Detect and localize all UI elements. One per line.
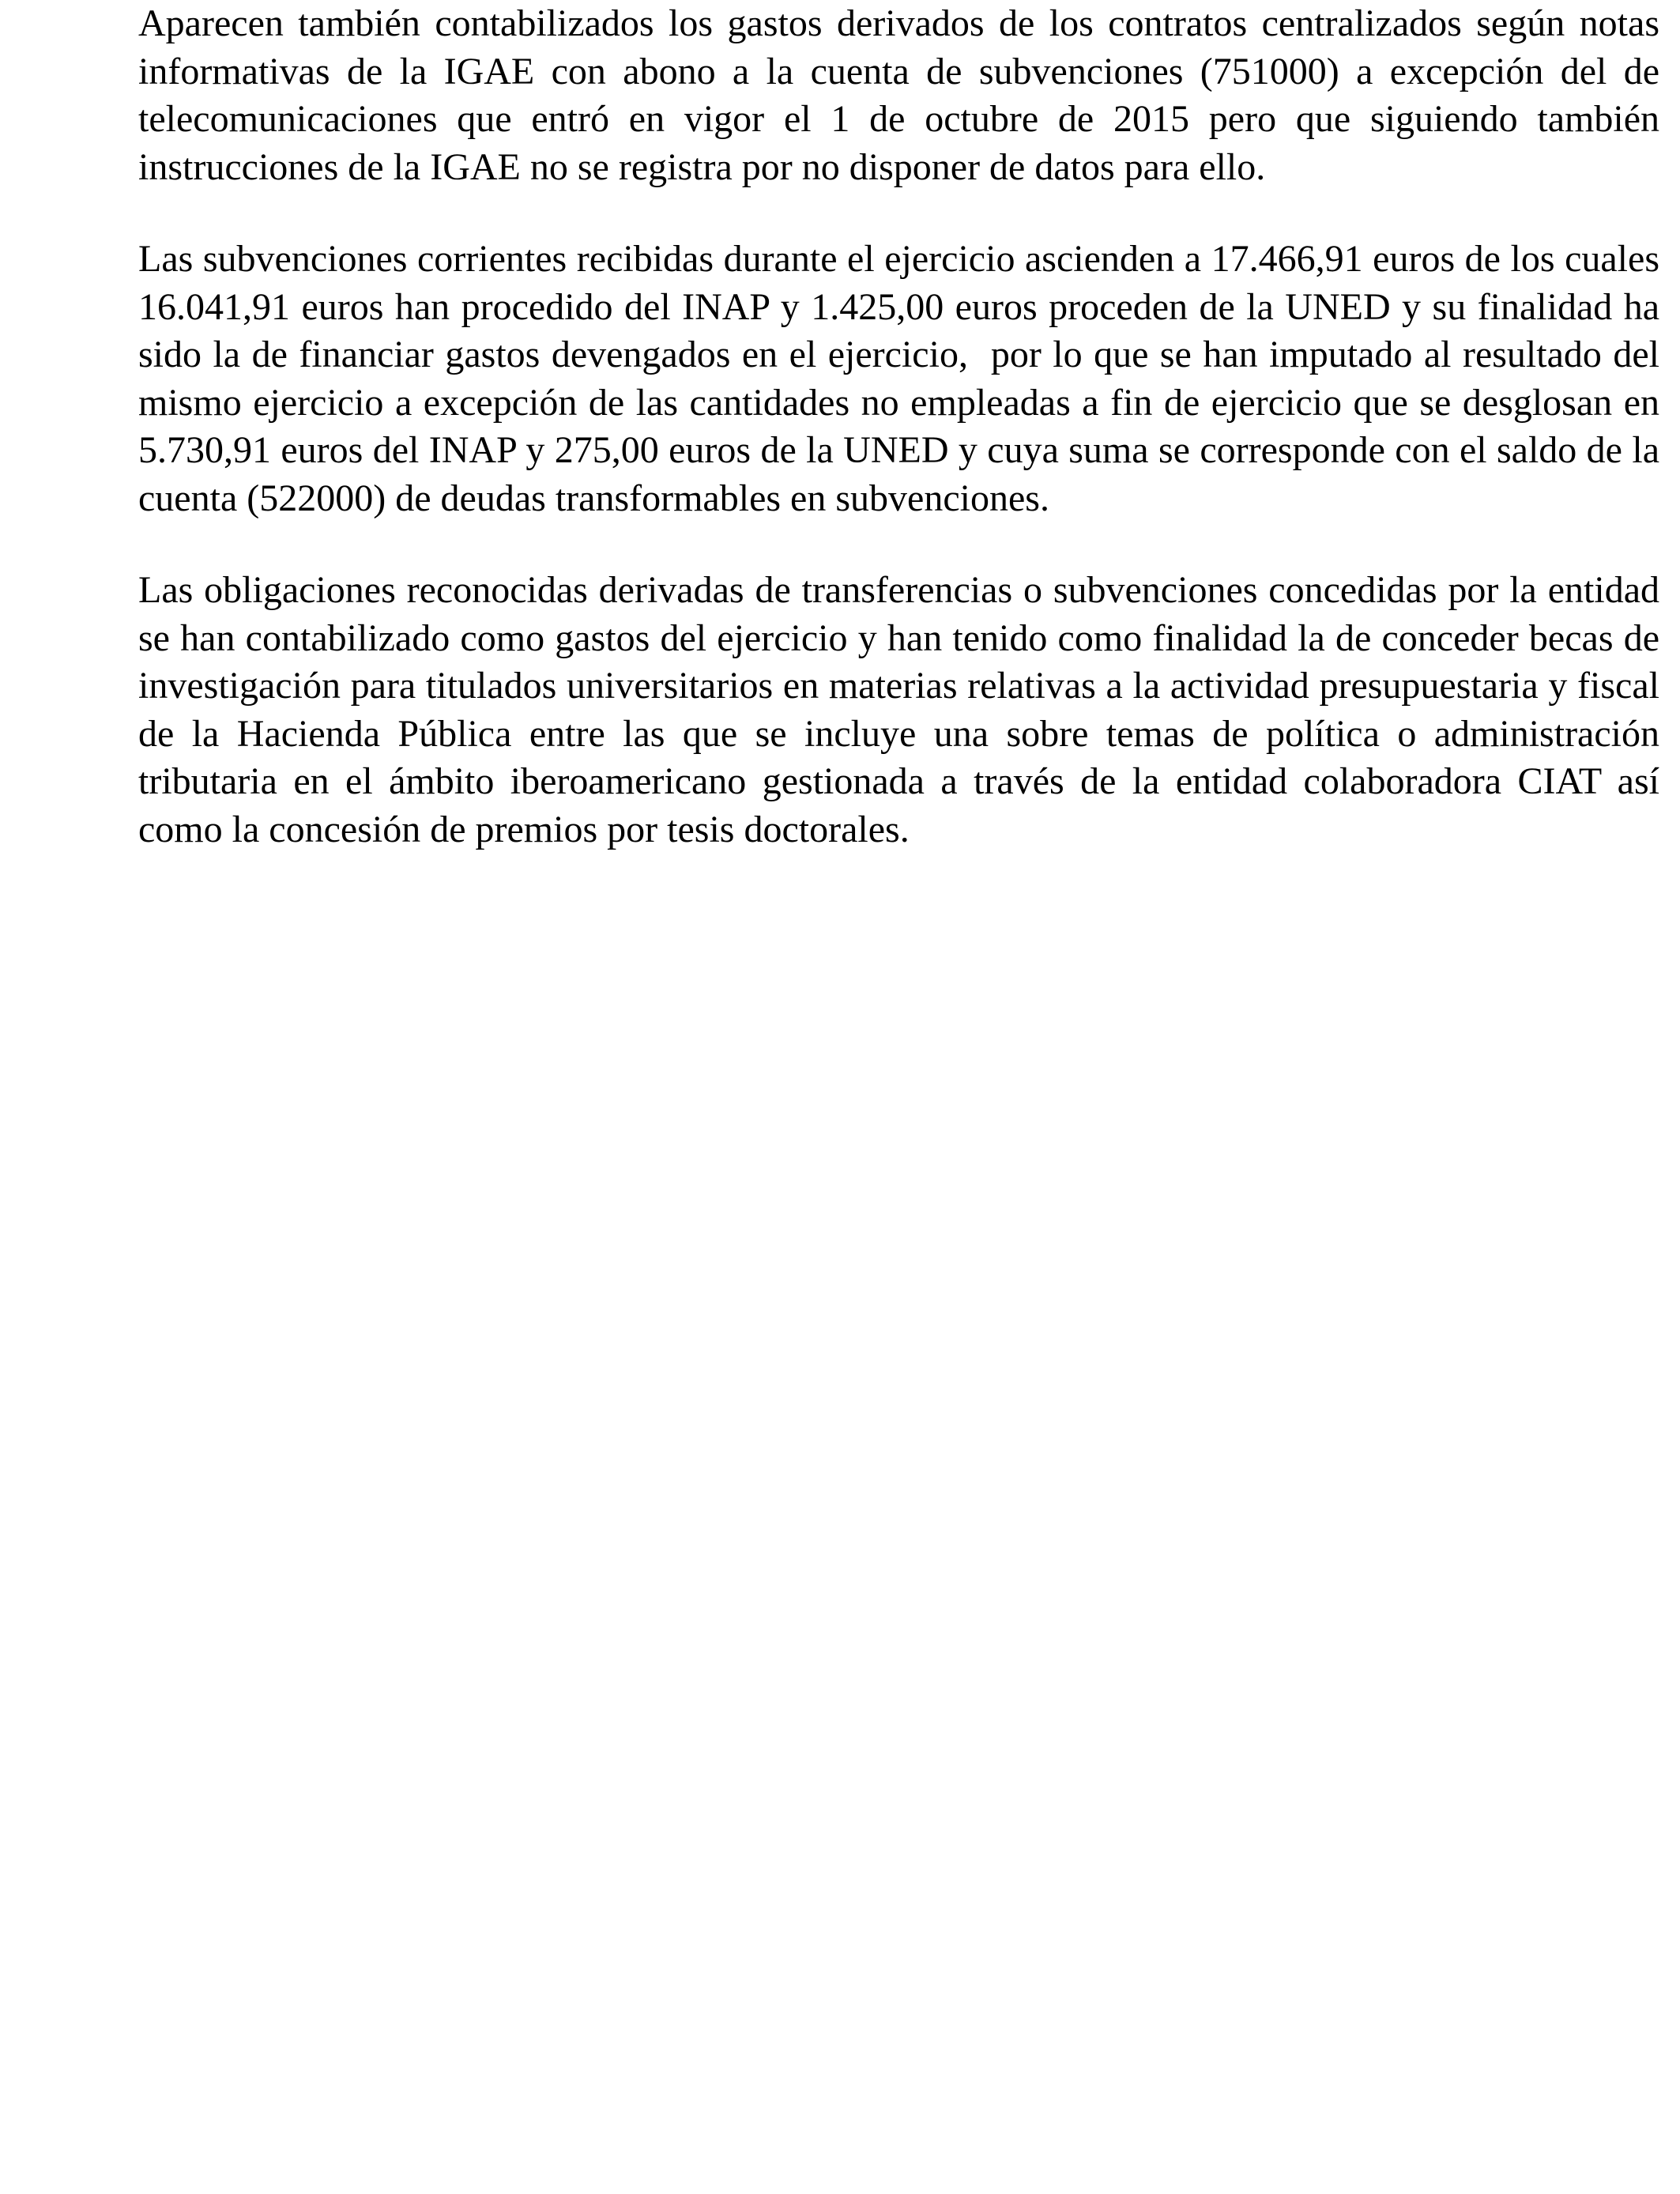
document-body — [138, 0, 1678, 854]
paragraph-subvenciones-corrientes: Las subvenciones corrientes recibidas durante el ejercicio ascienden a 17.466,91 euros de los cuales 16.041,91 euros han procedido del INAP y 1.425,00 euros proceden de la UNED y su finalidad ha sido la de financiar gastos devengados en el ejercicio, por lo que se han imputado al resultado del mismo ejercicio a excepción de las cantidades no empleadas a fin de ejercicio que se desglosan en 5.730,91 euros del INAP y 275,00 euros de la UNED y cuya suma se corresponde con el saldo de la cuenta (522000) de deudas transformables en subvenciones. — [138, 238, 1678, 519]
paragraph-obligaciones-reconocidas: Las obligaciones reconocidas derivadas de transferencias o subvenciones concedidas por la entidad se han contabilizado como gastos del ejercicio y han tenido como finalidad la de conceder becas de investigación para titulados universitarios en materias relativas a la actividad presupuestaria y fiscal de la Hacienda Pública entre las que se incluye una sobre temas de política o administración tributaria en el ámbito iberoamericano gestionada a través de la entidad colaboradora CIAT así como la concesión de premios por tesis doctorales. — [138, 569, 1669, 850]
paragraph-contratos-centralizados: Aparecen también contabilizados los gastos derivados de los contratos centralizados según notas informativas de la IGAE con abono a la cuenta de subvenciones (751000) a excepción del de telecomunicaciones que entró en vigor el 1 de octubre de 2015 pero que siguiendo también instrucciones de la IGAE no se registra por no disponer de datos para ello. — [138, 2, 1678, 188]
